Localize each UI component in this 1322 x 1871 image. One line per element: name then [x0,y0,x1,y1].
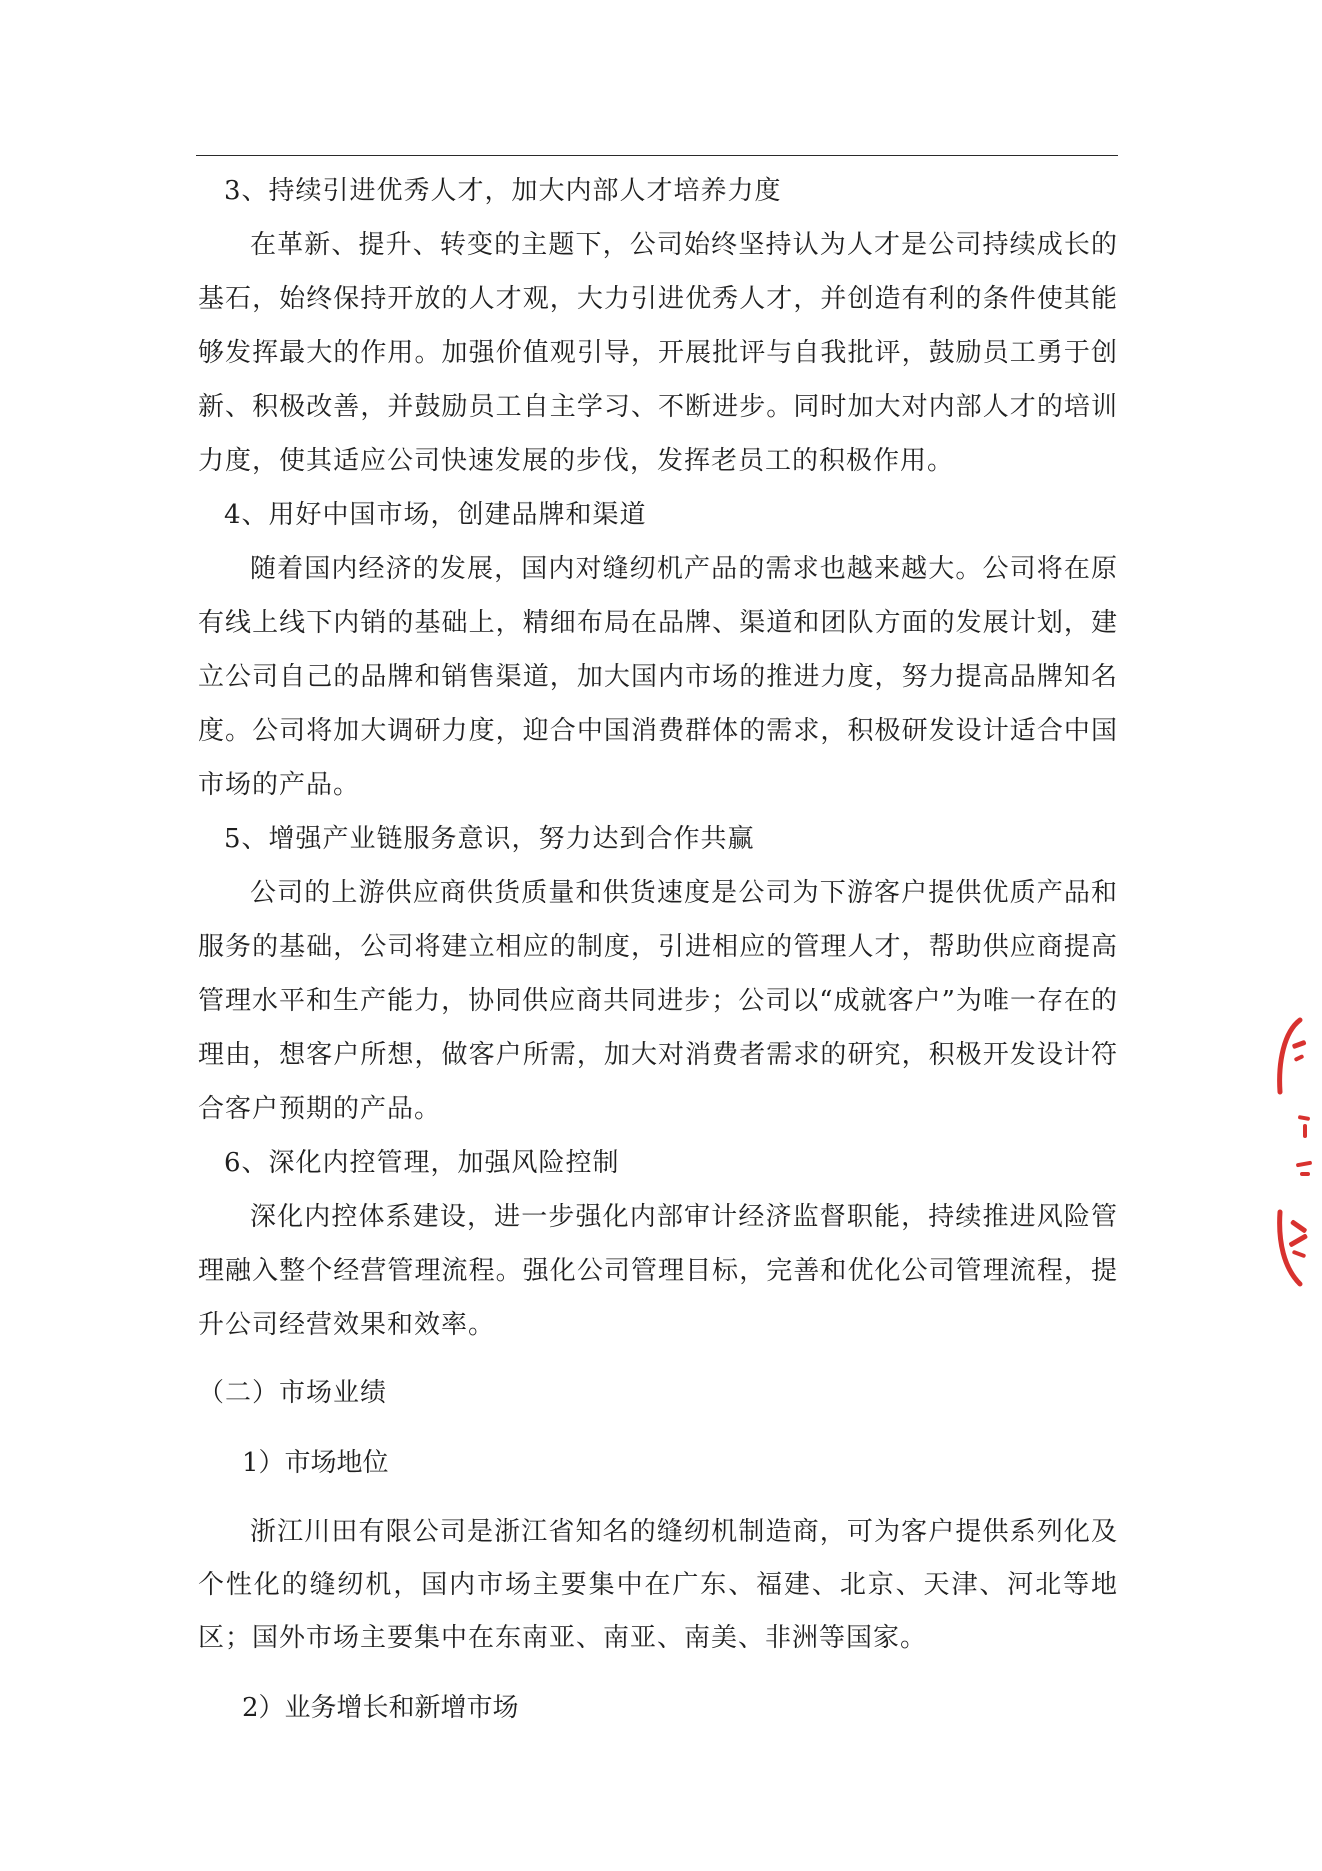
section-title-market-performance: （二）市场业绩 [198,1378,388,1408]
item-4-heading: 4、用好中国市场，创建品牌和渠道 [224,500,647,530]
item-3-heading: 3、持续引进优秀人才，加大内部人才培养力度 [224,176,782,206]
subheading-business-growth: 2）业务增长和新增市场 [242,1693,519,1723]
item-5-heading: 5、增强产业链服务意识，努力达到合作共赢 [224,824,755,854]
item-6-heading: 6、深化内控管理，加强风险控制 [224,1148,620,1178]
item-4-paragraph: 随着国内经济的发展，国内对缝纫机产品的需求也越来越大。公司将在原有线上线下内销的基础上，精细布局在品牌、渠道和团队方面的发展计划，建立公司自己的品牌和销售渠道，加大国内市场的推进力度，努力提高品牌知名度。公司将加大调研力度，迎合中国消费群体的需求，积极研发设计适合中国市场的产品。 [198,554,1118,800]
item-6-paragraph: 深化内控体系建设，进一步强化内部审计经济监督职能，持续推进风险管理融入整个经营管理流程。强化公司管理目标，完善和优化公司管理流程，提升公司经营效果和效率。 [198,1202,1118,1340]
subheading-market-position: 1）市场地位 [242,1448,389,1478]
header-rule [196,155,1118,156]
item-5-paragraph: 公司的上游供应商供货质量和供货速度是公司为下游客户提供优质产品和服务的基础，公司将建立相应的制度，引进相应的管理人才，帮助供应商提高管理水平和生产能力，协同供应商共同进步；公司以“成就客户”为唯一存在的理由，想客户所想，做客户所需，加大对消费者需求的研究，积极开发设计符合客户预期的产品。 [198,878,1118,1124]
seal-stamp-graphic [1270,1012,1322,1292]
seal-stamp [1270,1012,1322,1292]
document-body [198,164,1118,1735]
item-3-paragraph: 在革新、提升、转变的主题下，公司始终坚持认为人才是公司持续成长的基石，始终保持开放的人才观，大力引进优秀人才，并创造有利的条件使其能够发挥最大的作用。加强价值观引导，开展批评与自我批评，鼓励员工勇于创新、积极改善，并鼓励员工自主学习、不断进步。同时加大对内部人才的培训力度，使其适应公司快速发展的步伐，发挥老员工的积极作用。 [198,230,1118,476]
market-position-paragraph: 浙江川田有限公司是浙江省知名的缝纫机制造商，可为客户提供系列化及个性化的缝纫机，国内市场主要集中在广东、福建、北京、天津、河北等地区；国外市场主要集中在东南亚、南亚、南美、非洲等国家。 [198,1517,1118,1653]
